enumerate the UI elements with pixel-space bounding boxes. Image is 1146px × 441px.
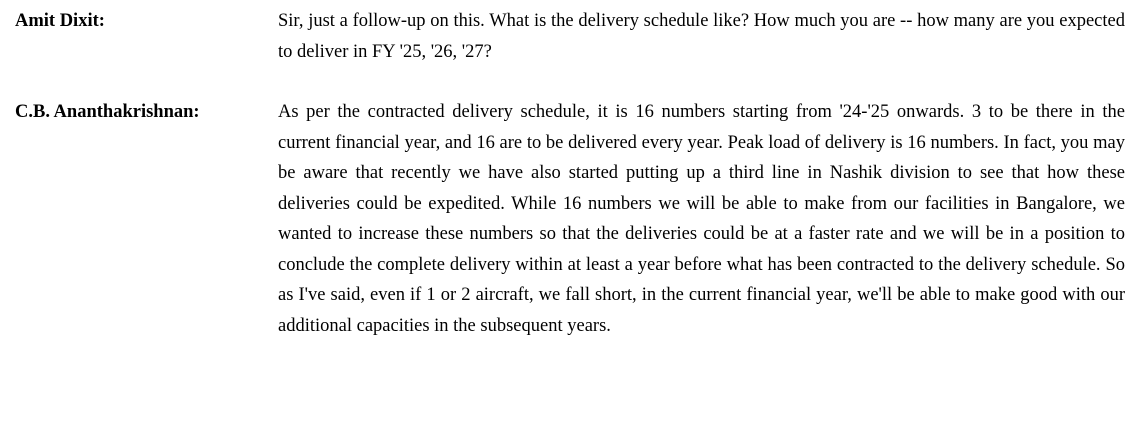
speaker-name: C.B. Ananthakrishnan: — [15, 102, 200, 122]
speaker-name: Amit Dixit: — [15, 11, 105, 31]
transcript-entry-cb-ananthakrishnan — [15, 97, 1125, 341]
transcript-entry-amit-dixit — [15, 6, 1125, 67]
transcript — [15, 6, 1125, 341]
speaker-remark: As per the contracted delivery schedule, it is 16 numbers starting from '24-'25 onwards. 3 to be there in the current financial year, and 16 are to be delivered every year. Peak load of delivery is 16 numbers. In fact, you may be aware that recently we have also started putting up a third line in Nashik division to see that how these deliveries could be expedited. While 16 numbers we will be able to make from our facilities in Bangalore, we wanted to increase these numbers so that the deliveries could be at a faster rate and we will be in a position to conclude the complete delivery within at least a year before what has been contracted to the delivery schedule. So as I've said, even if 1 or 2 aircraft, we fall short, in the current financial year, we'll be able to make good with our additional capacities in the subsequent years. — [278, 102, 1125, 336]
speaker-remark: Sir, just a follow-up on this. What is the delivery schedule like? How much you are -- how many are you expected to deliver in FY '25, '26, '27? — [278, 11, 1125, 62]
